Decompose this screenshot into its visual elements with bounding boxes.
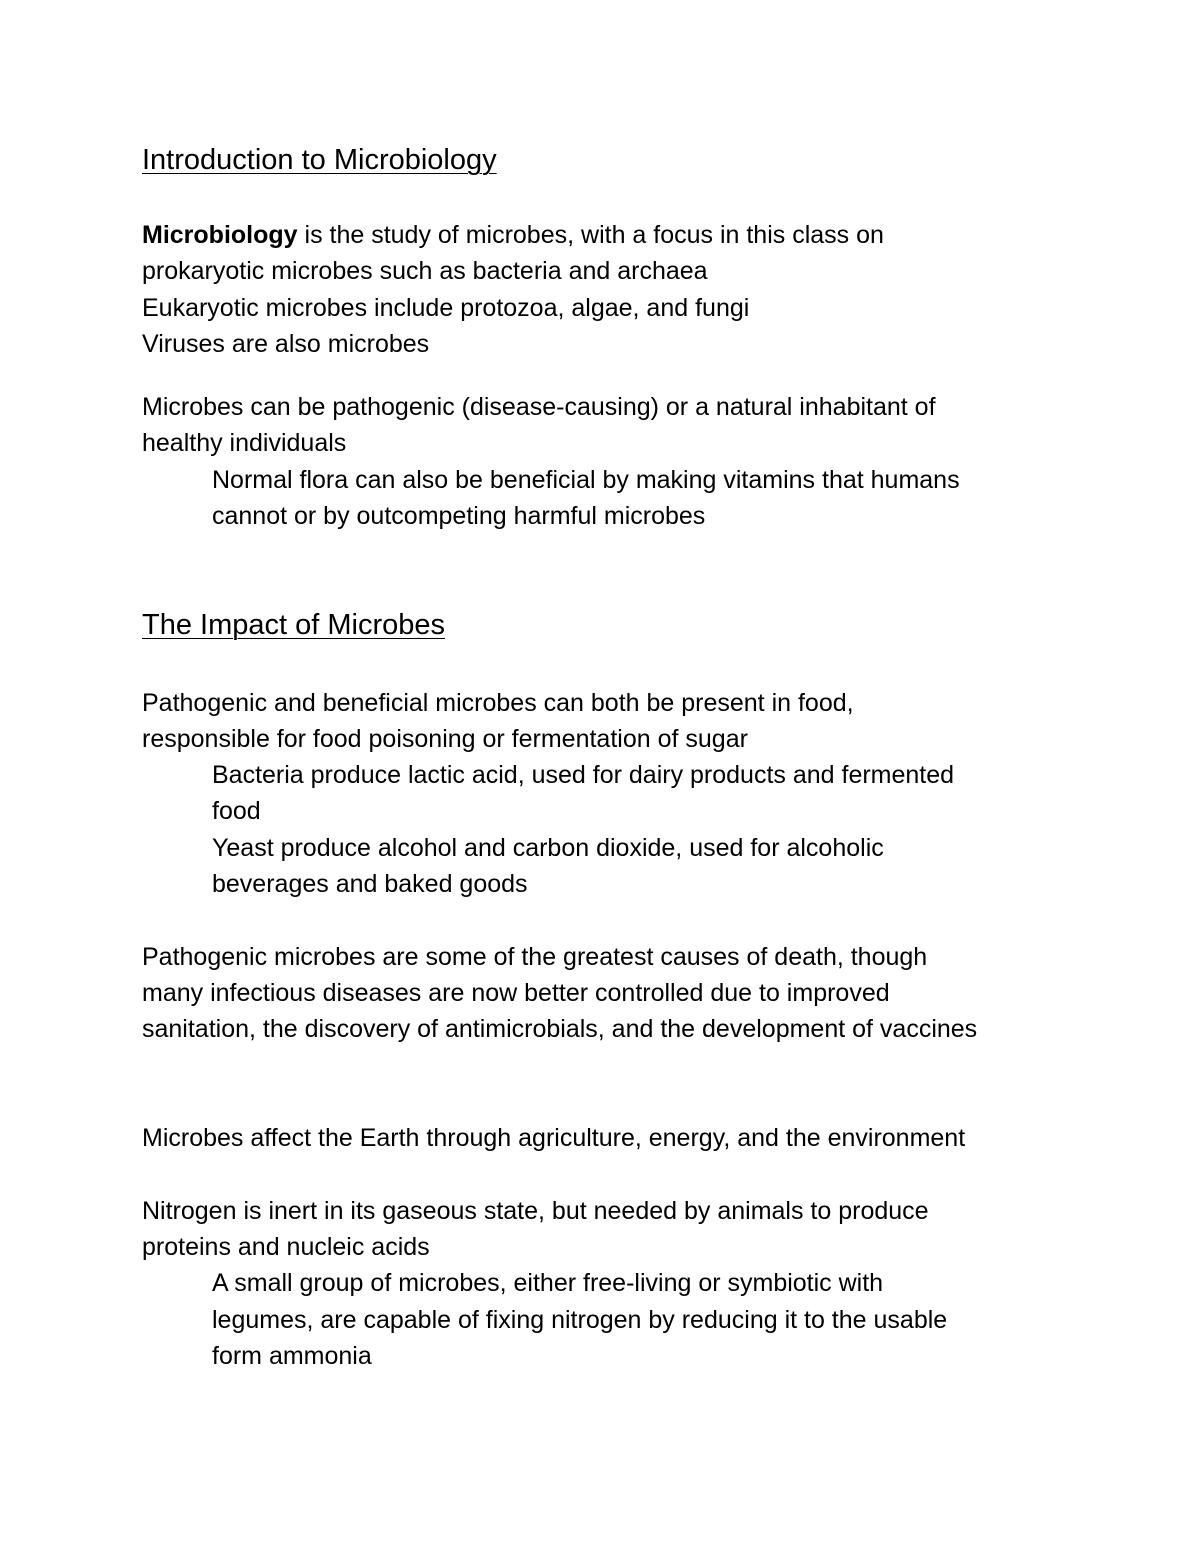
paragraph-line: Microbes can be pathogenic (disease-causing) or a natural inhabitant of: [142, 393, 936, 421]
paragraph-line: sanitation, the discovery of antimicrobials, and the development of vaccines: [142, 1015, 978, 1043]
paragraph-line: proteins and nucleic acids: [142, 1233, 430, 1261]
text-run: is the study of microbes, with a focus in this class on: [297, 221, 884, 249]
bold-term: Microbiology: [142, 221, 298, 249]
paragraph-line: Viruses are also microbes: [142, 330, 430, 358]
paragraph-line: [142, 217, 884, 253]
paragraph-line: Pathogenic and beneficial microbes can both be present in food,: [142, 689, 854, 717]
paragraph-line: prokaryotic microbes such as bacteria and archaea: [142, 257, 708, 285]
paragraph-line: responsible for food poisoning or fermentation of sugar: [142, 725, 748, 753]
indented-line: cannot or by outcompeting harmful microbes: [212, 502, 706, 530]
heading-introduction: Introduction to Microbiology: [142, 144, 497, 176]
indented-line: Yeast produce alcohol and carbon dioxide, used for alcoholic: [212, 834, 884, 862]
indented-line: form ammonia: [212, 1342, 372, 1370]
indented-line: food: [212, 797, 261, 825]
indented-line: A small group of microbes, either free-living or symbiotic with: [212, 1269, 884, 1297]
paragraph-line: many infectious diseases are now better controlled due to improved: [142, 979, 890, 1007]
paragraph-line: Nitrogen is inert in its gaseous state, but needed by animals to produce: [142, 1197, 929, 1225]
paragraph-line: Microbes affect the Earth through agriculture, energy, and the environment: [142, 1124, 966, 1152]
indented-line: Bacteria produce lactic acid, used for dairy products and fermented: [212, 761, 955, 789]
paragraph-line: healthy individuals: [142, 429, 347, 457]
paragraph-line: Eukaryotic microbes include protozoa, algae, and fungi: [142, 294, 750, 322]
indented-line: beverages and baked goods: [212, 870, 528, 898]
indented-line: legumes, are capable of fixing nitrogen by reducing it to the usable: [212, 1306, 948, 1334]
indented-line: Normal flora can also be beneficial by making vitamins that humans: [212, 466, 960, 494]
paragraph-line: Pathogenic microbes are some of the greatest causes of death, though: [142, 943, 928, 971]
heading-impact-of-microbes: The Impact of Microbes: [142, 609, 445, 641]
